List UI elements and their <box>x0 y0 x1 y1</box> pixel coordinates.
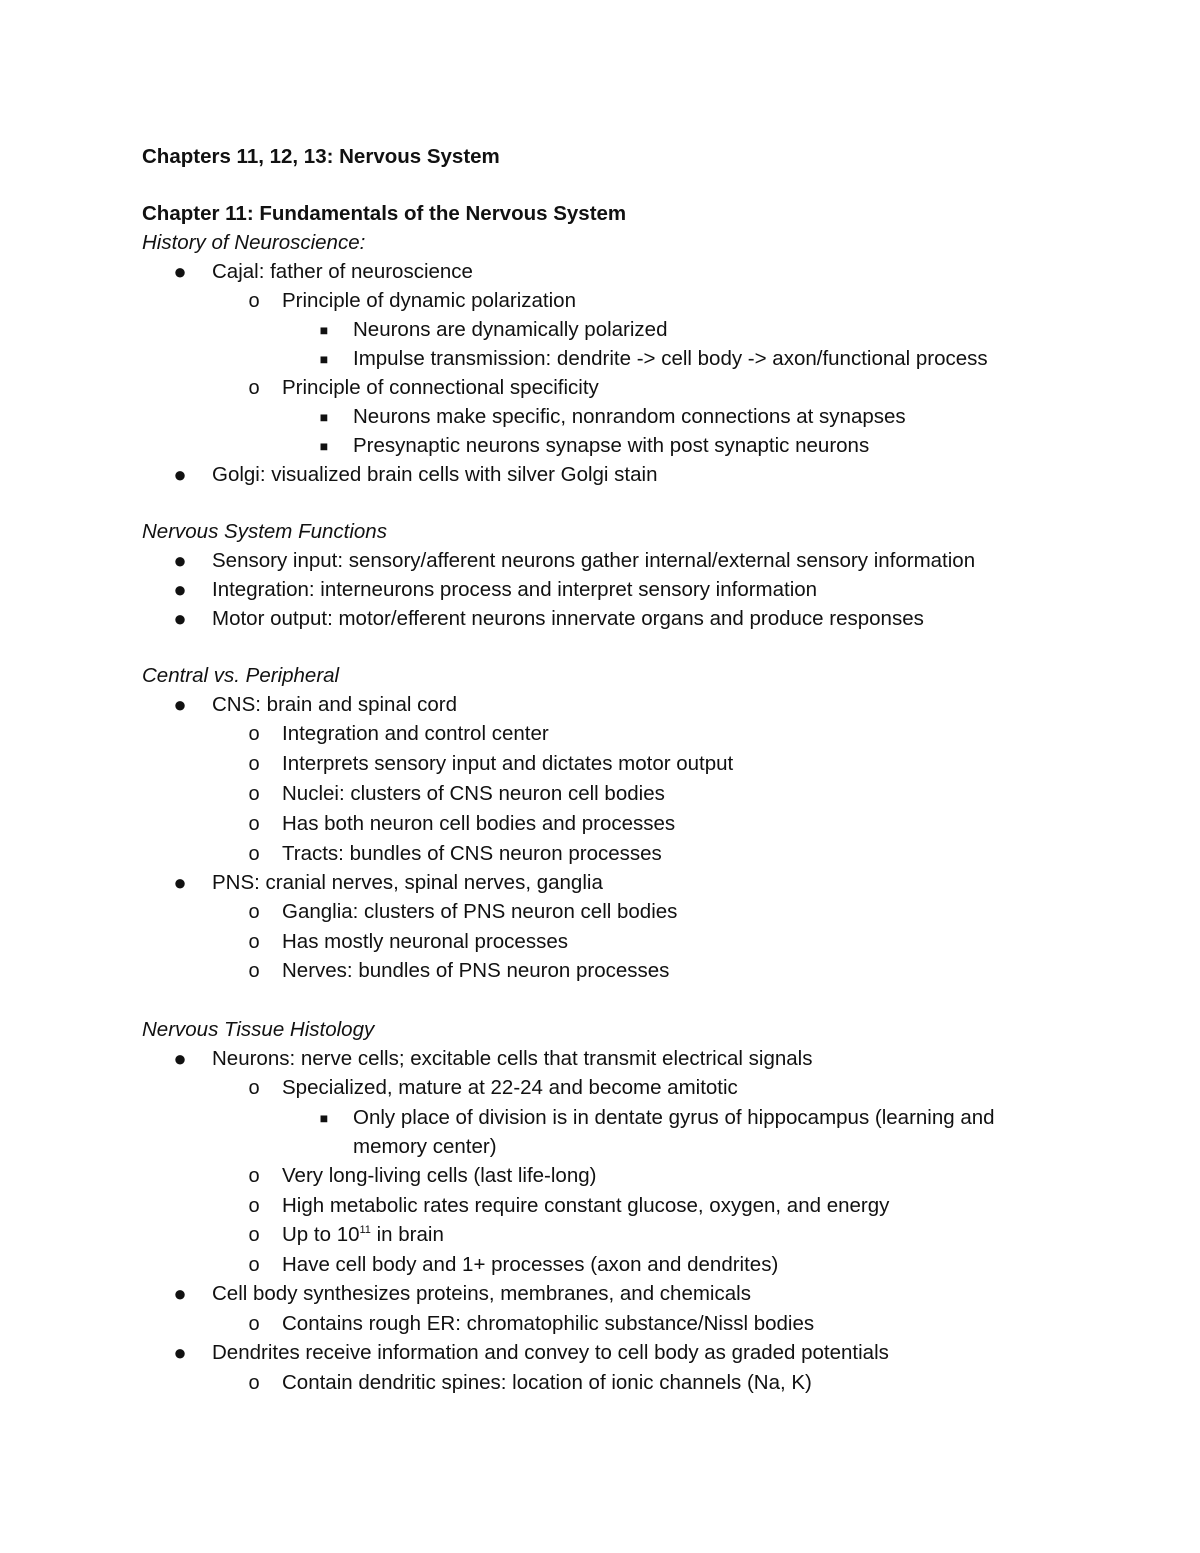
bullet-square-icon: ■ <box>319 1110 329 1126</box>
list-item: ■ Presynaptic neurons synapse with post synaptic neurons <box>0 433 1160 459</box>
bullet-circle-icon: o <box>248 1195 260 1217</box>
bullet-circle-icon: o <box>248 843 260 865</box>
bullet-dot-icon: ● <box>173 1281 187 1306</box>
bullet-circle-icon: o <box>248 290 260 312</box>
list-item: ● PNS: cranial nerves, spinal nerves, ganglia <box>0 870 1160 896</box>
bullet-circle-icon: o <box>248 1372 260 1394</box>
section-heading-histology: Nervous Tissue Histology <box>142 1018 375 1041</box>
list-item: o Very long-living cells (last life-long) <box>0 1163 1160 1189</box>
list-item: o Contains rough ER: chromatophilic substance/Nissl bodies <box>0 1311 1160 1337</box>
list-item: o Interprets sensory input and dictates motor output <box>0 751 1160 777</box>
bullet-circle-icon: o <box>248 377 260 399</box>
bullet-dot-icon: ● <box>173 870 187 895</box>
bullet-dot-icon: ● <box>173 259 187 284</box>
list-item: o Up to $10^{11}$ in brain <box>0 1222 1160 1248</box>
bullet-circle-icon: o <box>248 901 260 923</box>
list-item: o Has both neuron cell bodies and processes <box>0 811 1160 837</box>
bullet-square-icon: ■ <box>319 409 329 425</box>
list-item: o Principle of dynamic polarization <box>0 288 1160 314</box>
list-item: o Nerves: bundles of PNS neuron processes <box>0 958 1160 984</box>
list-item: o Contain dendritic spines: location of ionic channels (Na, K) <box>0 1370 1160 1396</box>
bullet-square-icon: ■ <box>319 438 329 454</box>
list-item: ■ Only place of division is in dentate gyrus of hippocampus (learning and <box>0 1105 1160 1131</box>
list-item: ● Motor output: motor/efferent neurons innervate organs and produce responses <box>0 606 1160 632</box>
bullet-dot-icon: ● <box>173 1340 187 1365</box>
list-item: ● Dendrites receive information and convey to cell body as graded potentials <box>0 1340 1160 1366</box>
list-item: o Integration and control center <box>0 721 1160 747</box>
bullet-circle-icon: o <box>248 783 260 805</box>
bullet-dot-icon: ● <box>173 1046 187 1071</box>
section-heading-functions: Nervous System Functions <box>142 520 387 543</box>
list-item: ● Neurons: nerve cells; excitable cells that transmit electrical signals <box>0 1046 1160 1072</box>
bullet-circle-icon: o <box>248 813 260 835</box>
bullet-circle-icon: o <box>248 931 260 953</box>
chapter-title: Chapter 11: Fundamentals of the Nervous System <box>142 202 627 225</box>
list-item: o Specialized, mature at 22-24 and become amitotic <box>0 1075 1160 1101</box>
bullet-square-icon: ■ <box>319 351 329 367</box>
list-item: ● Sensory input: sensory/afferent neurons gather internal/external sensory information <box>0 548 1160 574</box>
list-item: ● Golgi: visualized brain cells with silver Golgi stain <box>0 462 1160 488</box>
bullet-circle-icon: o <box>248 960 260 982</box>
list-item: ■ Neurons make specific, nonrandom connections at synapses <box>0 404 1160 430</box>
list-item: ● Cajal: father of neuroscience <box>0 259 1160 285</box>
exponent: 11 <box>359 1224 371 1237</box>
bullet-circle-icon: o <box>248 723 260 745</box>
list-item: o Ganglia: clusters of PNS neuron cell bodies <box>0 899 1160 925</box>
list-item: ■ Neurons are dynamically polarized <box>0 317 1160 343</box>
bullet-circle-icon: o <box>248 1165 260 1187</box>
list-item: ● Integration: interneurons process and interpret sensory information <box>0 577 1160 603</box>
document-title: Chapters 11, 12, 13: Nervous System <box>142 145 500 168</box>
bullet-circle-icon: o <box>248 1313 260 1335</box>
bullet-dot-icon: ● <box>173 548 187 573</box>
bullet-circle-icon: o <box>248 753 260 775</box>
list-item: o Have cell body and 1+ processes (axon and dendrites) <box>0 1252 1160 1278</box>
bullet-square-icon: ■ <box>319 322 329 338</box>
bullet-dot-icon: ● <box>173 577 187 602</box>
list-item: o Principle of connectional specificity <box>0 375 1160 401</box>
list-item: o Tracts: bundles of CNS neuron processes <box>0 841 1160 867</box>
bullet-dot-icon: ● <box>173 606 187 631</box>
bullet-circle-icon: o <box>248 1254 260 1276</box>
bullet-circle-icon: o <box>248 1224 260 1246</box>
list-item: ● Cell body synthesizes proteins, membranes, and chemicals <box>0 1281 1160 1307</box>
list-item: o High metabolic rates require constant glucose, oxygen, and energy <box>0 1193 1160 1219</box>
list-item: ■ Impulse transmission: dendrite -> cell body -> axon/functional process <box>0 346 1160 372</box>
bullet-dot-icon: ● <box>173 692 187 717</box>
list-item: ● CNS: brain and spinal cord <box>0 692 1160 718</box>
bullet-dot-icon: ● <box>173 462 187 487</box>
list-item-continuation: memory center) <box>353 1135 497 1158</box>
list-item: o Nuclei: clusters of CNS neuron cell bodies <box>0 781 1160 807</box>
bullet-circle-icon: o <box>248 1077 260 1099</box>
list-item: o Has mostly neuronal processes <box>0 929 1160 955</box>
section-heading-history: History of Neuroscience: <box>142 231 366 254</box>
section-heading-central: Central vs. Peripheral <box>142 664 340 687</box>
